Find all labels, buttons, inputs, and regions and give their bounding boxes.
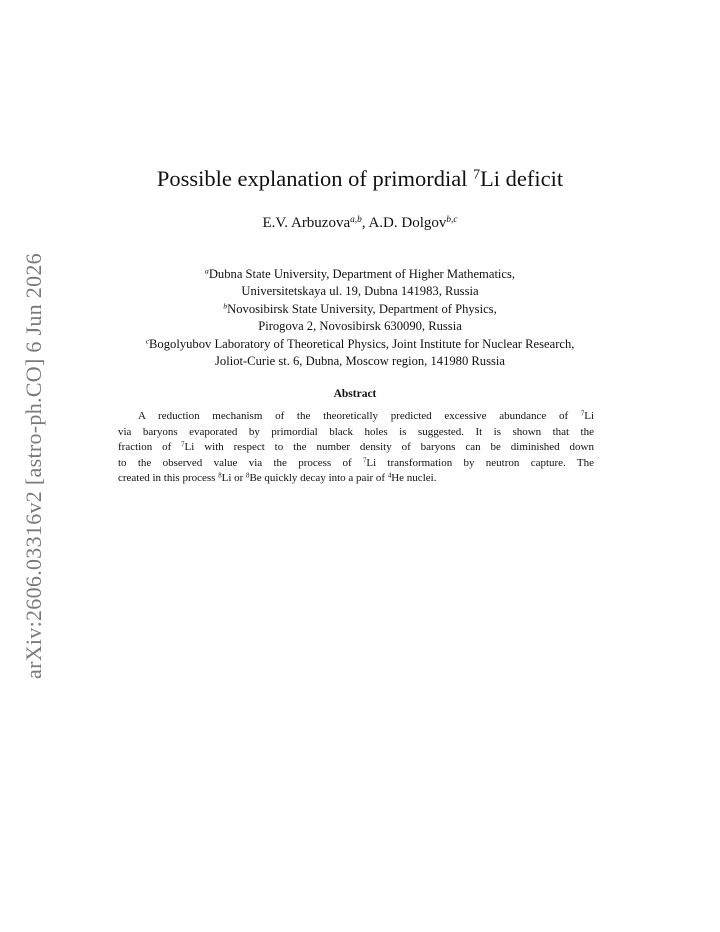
affiliation-line — [0, 336, 720, 353]
abstract-line — [118, 409, 594, 425]
author-name: E.V. Arbuzova — [262, 215, 351, 231]
affiliation-mark: c — [145, 336, 150, 346]
abstract-text: to the observed value via the process of — [118, 456, 363, 469]
arxiv-identifier-text: arXiv:2606.03316v2 [astro-ph.CO] 6 Jun 2026 — [21, 253, 47, 679]
paper-title — [0, 164, 720, 194]
affiliation-line — [0, 318, 720, 335]
title-text-after: Li deficit — [480, 166, 564, 191]
isotope-mass-number: 7 — [362, 456, 367, 464]
affiliation-line — [0, 353, 720, 370]
affiliation-text: Universitetskaya ul. 19, Dubna 141983, Russia — [241, 284, 479, 299]
affiliation-text: Bogolyubov Laboratory of Theoretical Physics, Joint Institute for Nuclear Research, — [149, 336, 575, 351]
title-superscript: 7 — [473, 167, 481, 183]
affiliation-line — [0, 283, 720, 300]
isotope-mass-number: 8 — [246, 472, 250, 480]
affiliation-text: Pirogova 2, Novosibirsk 630090, Russia — [258, 319, 462, 334]
affiliation-mark: b — [223, 301, 228, 311]
abstract-line — [118, 425, 594, 441]
abstract-line — [118, 456, 594, 472]
affiliation-text: Novosibirsk State University, Department of Physics, — [227, 301, 497, 316]
abstract-text: Li — [584, 410, 594, 422]
affiliation-text: Joliot-Curie st. 6, Dubna, Moscow region, 141980 Russia — [215, 354, 505, 369]
affiliation-line — [0, 266, 720, 283]
affiliation-mark: a — [204, 266, 209, 276]
author-affiliation-marks: a,b — [350, 214, 362, 225]
abstract-text: Li with respect to the number density of baryons can be diminished down — [184, 441, 594, 453]
abstract-line — [118, 471, 594, 487]
abstract-text: Li or — [221, 472, 247, 484]
abstract-text: A reduction mechanism of the theoretically predicted excessive abundance of — [138, 410, 581, 422]
author-separator: , — [361, 215, 369, 231]
author-name: A.D. Dolgov — [368, 215, 447, 231]
abstract-line — [118, 440, 594, 456]
isotope-mass-number: 7 — [580, 410, 585, 418]
abstract-text: Li transformation by neutron capture. The — [366, 456, 595, 469]
abstract-text: via baryons evaporated by primordial black holes is suggested. It is shown that the — [118, 425, 594, 438]
isotope-mass-number: 7 — [181, 441, 185, 449]
affiliation-list — [0, 266, 720, 370]
abstract-text: created in this process — [118, 472, 219, 484]
abstract-text: He nuclei. — [391, 472, 437, 484]
title-text-before: Possible explanation of primordial — [156, 166, 474, 191]
affiliation-text: Dubna State University, Department of Higher Mathematics, — [208, 267, 516, 281]
isotope-mass-number: 8 — [218, 472, 222, 480]
abstract-text: fraction of — [118, 441, 182, 453]
affiliation-line — [0, 301, 720, 318]
isotope-mass-number: 4 — [387, 472, 392, 480]
author-affiliation-marks: b,c — [446, 214, 458, 225]
abstract-body — [118, 409, 594, 487]
abstract-text: Be quickly decay into a pair of — [249, 472, 388, 484]
abstract-heading: Abstract — [333, 388, 377, 400]
author-list — [0, 212, 720, 234]
